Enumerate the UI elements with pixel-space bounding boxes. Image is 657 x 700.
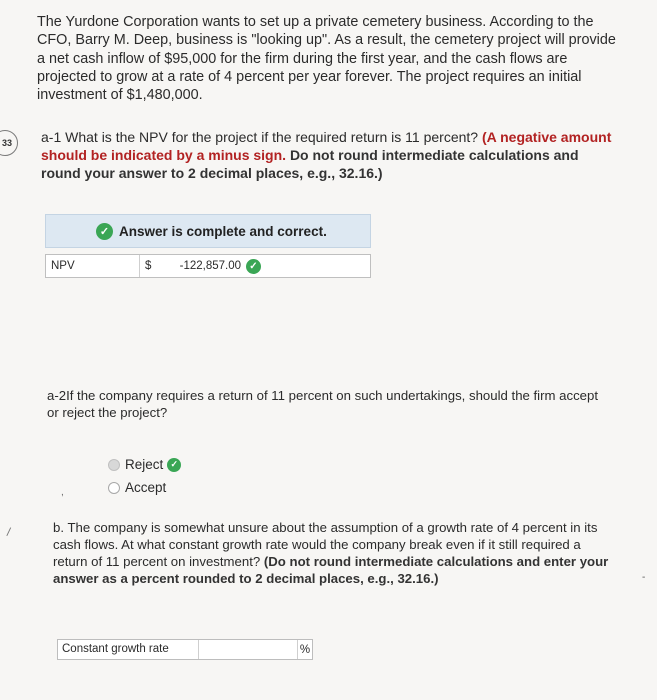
- question-a1-text: What is the NPV for the project if the required return is 11 percent?: [65, 129, 479, 145]
- npv-value-cell[interactable]: [140, 255, 370, 277]
- question-a1-label: a-1: [41, 129, 62, 145]
- option-accept-label: Accept: [125, 480, 167, 495]
- option-reject[interactable]: [108, 453, 181, 476]
- question-b-text: The company is somewhat unsure about the assumption of a growth rate of 4 percent in its cash flows. At what constant growth rate would the company break even if it still required a return of 11 percent on investment?: [53, 520, 598, 569]
- currency-symbol: $: [145, 260, 152, 272]
- question-a2-label: a-2: [47, 388, 67, 403]
- check-icon: ✓: [96, 223, 113, 240]
- margin-slash-mark: /: [5, 524, 12, 540]
- margin-tick-mark: ,: [61, 487, 64, 498]
- question-a1-note-rest: Do not round intermediate calculations and round your answer to 2 decimal places, e.g., 32.16.): [41, 147, 579, 181]
- question-a1-note-first: (A negative amount should be indicated by a minus sign.: [41, 129, 612, 163]
- answer-status-text: Answer is complete and correct.: [119, 223, 327, 239]
- question-b-label: b.: [53, 520, 64, 535]
- option-accept[interactable]: [108, 476, 181, 499]
- question-b-note: (Do not round intermediate calculations and enter your answer as a percent rounded to 2 decimal places, e.g., 32.16.): [53, 554, 609, 586]
- margin-dash-mark: -: [642, 572, 646, 583]
- problem-intro: The Yurdone Corporation wants to set up a private cemetery business. According to the CFO, Barry M. Deep, business is "looking up". As a result, the cemetery project will provide a net cash inflow of $95,000 for the firm during the first year, and the cash flows are projected to grow at a rate of 4 percent per year forever. The project requires an initial investment of $1,480,000.: [37, 14, 616, 104]
- answer-status-banner: [45, 214, 371, 248]
- radio-accept[interactable]: [108, 482, 120, 494]
- check-icon: ✓: [246, 259, 261, 274]
- npv-answer-row: [45, 254, 371, 278]
- check-icon: ✓: [167, 458, 181, 472]
- radio-reject[interactable]: [108, 459, 120, 471]
- option-reject-label: Reject: [125, 457, 164, 472]
- growth-rate-label: Constant growth rate: [58, 640, 199, 659]
- accept-reject-options: [108, 453, 181, 499]
- question-a1: [41, 128, 616, 182]
- npv-value: -122,857.00: [179, 260, 241, 272]
- npv-label: NPV: [46, 255, 140, 277]
- page-number-tab[interactable]: 33: [0, 130, 18, 156]
- growth-rate-answer-row: [57, 639, 313, 660]
- question-b: [53, 519, 615, 587]
- percent-unit: %: [299, 643, 311, 656]
- question-a2-text: If the company requires a return of 11 percent on such undertakings, should the firm accept or reject the project?: [47, 388, 599, 420]
- question-a2: [47, 387, 612, 421]
- growth-rate-input[interactable]: [199, 640, 298, 659]
